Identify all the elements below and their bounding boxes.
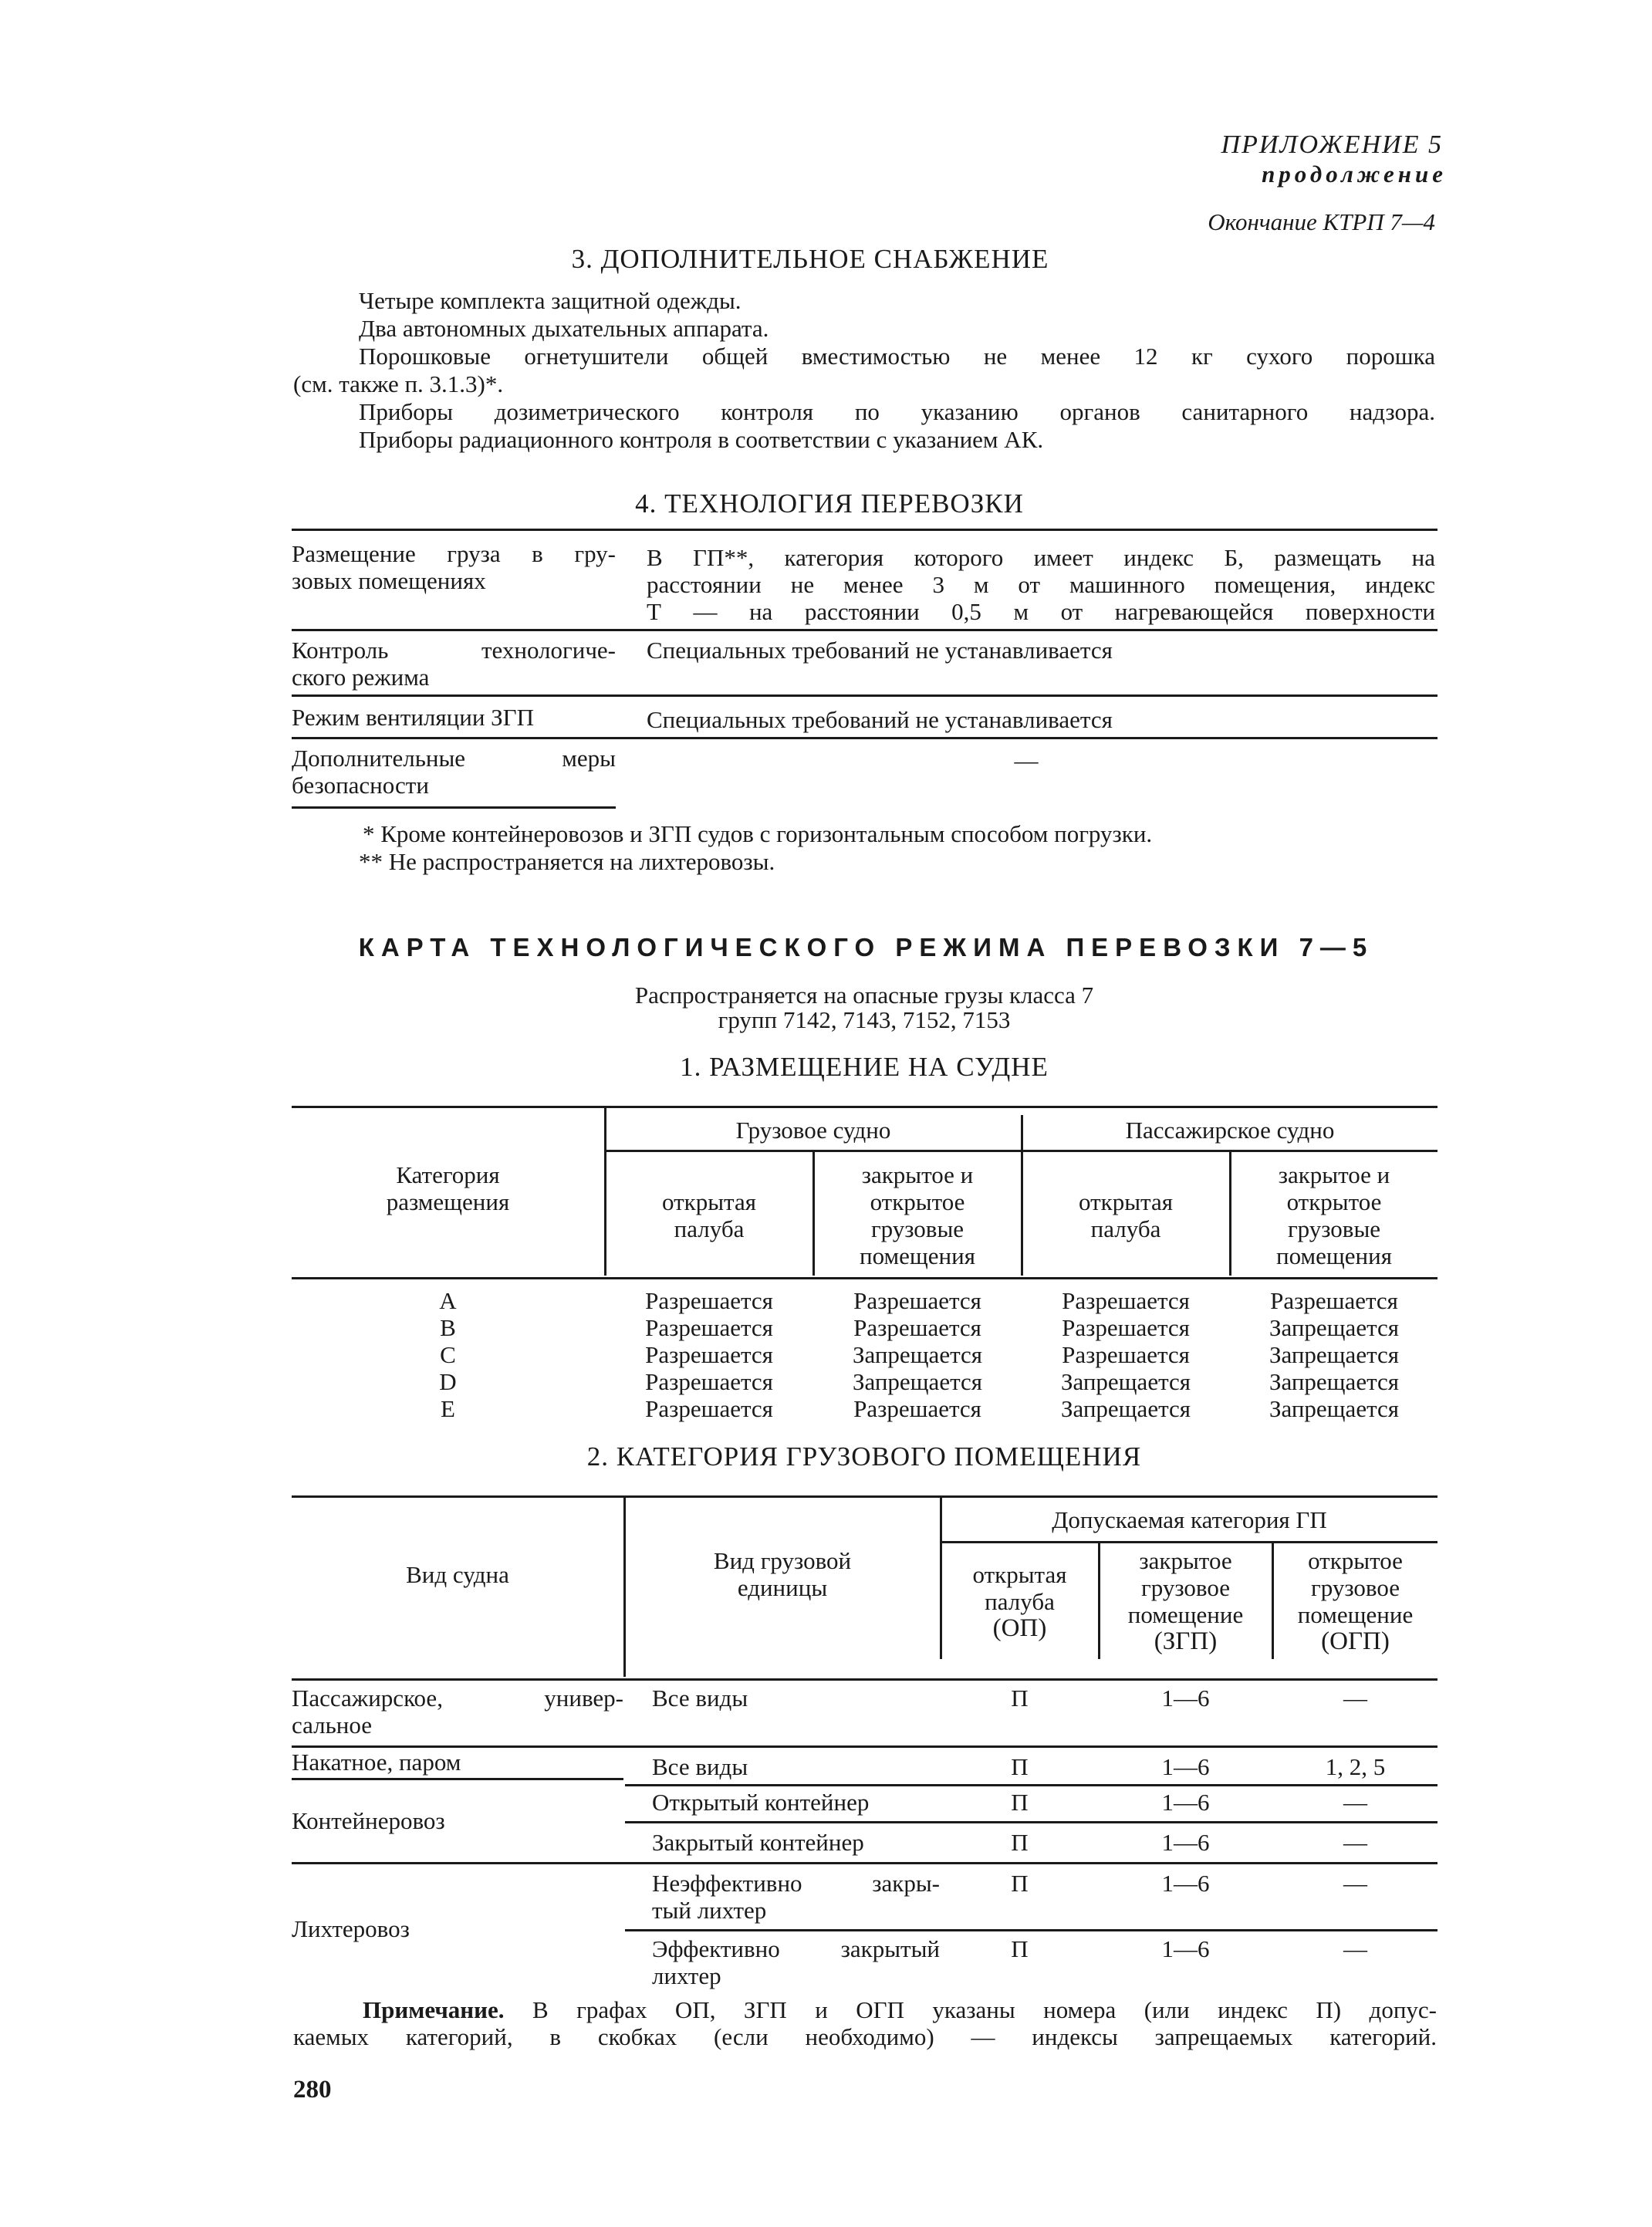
map-title: КАРТА ТЕХНОЛОГИЧЕСКОГО РЕЖИМА ПЕРЕВОЗКИ 7—5 — [358, 933, 1374, 961]
table2-row-rule — [292, 1862, 1437, 1864]
table1-cell: Разрешается — [645, 1395, 773, 1422]
table1-row-category: E — [441, 1395, 455, 1422]
table2-subheader: грузовое — [1311, 1574, 1400, 1601]
table2-subheader: (ЗГП) — [1154, 1627, 1218, 1655]
map-scope: Распространяется на опасные грузы класса 7 — [634, 982, 1094, 1009]
table4-row-rule — [292, 694, 1437, 697]
appendix-title: ПРИЛОЖЕНИЕ 5 — [1221, 130, 1443, 159]
table1-cell: Запрещается — [1060, 1368, 1191, 1395]
table2-ship: Накатное, паром — [292, 1749, 461, 1776]
table1-cell: Разрешается — [1270, 1287, 1398, 1314]
section3-line: Приборы радиационного контроля в соответствии с указанием АК. — [359, 426, 1044, 453]
table1-subheader: грузовые — [1287, 1215, 1381, 1242]
table2-op: П — [1011, 1789, 1029, 1816]
table1-cell: Запрещается — [852, 1368, 983, 1395]
table2-ogp: 1, 2, 5 — [1325, 1753, 1386, 1780]
table1-subheader: грузовые — [870, 1215, 965, 1242]
table1-subheader: закрытое и — [861, 1161, 974, 1188]
table2-subheader: (ОГП) — [1321, 1627, 1390, 1655]
section3-line: Приборы дозиметрического контроля по указанию органов санитарного надзора. — [359, 398, 1435, 425]
table2-unit: Все виды — [652, 1685, 748, 1712]
table1-subheader: помещения — [860, 1242, 975, 1269]
table4-label: зовых помещениях — [292, 567, 486, 594]
table4-value: Т — на расстоянии 0,5 м от нагревающейся поверхности — [647, 598, 1435, 625]
table1-subheader: помещения — [1276, 1242, 1392, 1269]
table2-unit: тый лихтер — [652, 1897, 767, 1924]
table1-category-header: Категория — [396, 1161, 500, 1188]
table2-ship: Контейнеровоз — [292, 1807, 445, 1834]
table4-bottom-rule — [292, 806, 616, 809]
table2-row-rule — [292, 1778, 623, 1780]
table1-category-header: размещения — [386, 1188, 510, 1215]
table2-unit: Открытый контейнер — [652, 1789, 870, 1816]
table2-subheader: открытая — [972, 1561, 1067, 1588]
footnote: * Кроме контейнеровозов и ЗГП судов с горизонтальным способом погрузки. — [363, 820, 1153, 847]
table4-label: Дополнительные меры — [292, 745, 616, 772]
table2-subheader: закрытое — [1139, 1547, 1232, 1574]
table1-cell: Запрещается — [852, 1341, 983, 1368]
table1-cell: Разрешается — [853, 1395, 981, 1422]
table1-cell: Запрещается — [1269, 1368, 1400, 1395]
table1-cell: Разрешается — [853, 1314, 981, 1341]
table4-value: расстоянии не менее 3 м от машинного помещения, индекс — [647, 571, 1435, 598]
table2-op: П — [1011, 1935, 1029, 1962]
table4-label: Размещение груза в гру- — [292, 540, 616, 567]
table2-unit: Все виды — [652, 1753, 748, 1780]
table1-group-passenger: Пассажирское судно — [1125, 1117, 1335, 1144]
table1-subheader: палуба — [1090, 1215, 1161, 1242]
table2-col-unit: единицы — [737, 1574, 828, 1601]
table4-value: — — [1014, 747, 1039, 774]
table2-title: 2. КАТЕГОРИЯ ГРУЗОВОГО ПОМЕЩЕНИЯ — [586, 1441, 1142, 1472]
table2-zgp: 1—6 — [1161, 1753, 1210, 1780]
table2-zgp: 1—6 — [1161, 1789, 1210, 1816]
table2-row-rule — [625, 1929, 1437, 1931]
table4-label: Режим вентиляции ЗГП — [292, 704, 534, 731]
ending-label: Окончание КТРП 7—4 — [1208, 208, 1435, 235]
table2-zgp: 1—6 — [1161, 1685, 1210, 1712]
note-label: Примечание. — [363, 1996, 505, 2023]
table1-row-category: B — [440, 1314, 456, 1341]
table2-group-rule — [941, 1541, 1437, 1543]
table1-subheader: открытая — [662, 1188, 756, 1215]
table1-group-rule — [606, 1150, 1437, 1152]
table4-label: ского режима — [292, 664, 430, 691]
table2-row-rule — [625, 1784, 1437, 1786]
table1-cell: Запрещается — [1269, 1314, 1400, 1341]
section3-line: Порошковые огнетушители общей вместимостью не менее 12 кг сухого порошка — [359, 343, 1435, 370]
section3-line: Два автономных дыхательных аппарата. — [359, 315, 769, 342]
section3-line: (см. также п. 3.1.3)*. — [293, 370, 504, 397]
table2-op: П — [1011, 1870, 1029, 1897]
section3-title: 3. ДОПОЛНИТЕЛЬНОЕ СНАБЖЕНИЕ — [571, 244, 1049, 274]
table2-header-rule — [292, 1678, 1437, 1681]
table1-group-cargo: Грузовое судно — [735, 1117, 891, 1144]
table1-cell: Разрешается — [645, 1368, 773, 1395]
table2-ogp: — — [1343, 1870, 1367, 1897]
table2-zgp: 1—6 — [1161, 1829, 1210, 1856]
table4-label: безопасности — [292, 772, 429, 799]
note-text: В графах ОП, ЗГП и ОГП указаны номера (или индекс П) допус- — [532, 1996, 1437, 2023]
table1-cell: Разрешается — [645, 1314, 773, 1341]
table2-op: П — [1011, 1753, 1029, 1780]
table2-ogp: — — [1343, 1829, 1367, 1856]
table2-subheader: открытое — [1308, 1547, 1403, 1574]
table1-subheader: открытая — [1079, 1188, 1173, 1215]
map-scope: групп 7142, 7143, 7152, 7153 — [718, 1006, 1011, 1033]
table1-cell: Разрешается — [853, 1287, 981, 1314]
table2-unit: Эффективно закрытый — [652, 1935, 940, 1962]
table4-row-rule — [292, 737, 1437, 739]
table1-title: 1. РАЗМЕЩЕНИЕ НА СУДНЕ — [680, 1052, 1049, 1082]
table1-cell: Разрешается — [645, 1341, 773, 1368]
table2-col-ship: Вид судна — [406, 1561, 509, 1588]
table2-zgp: 1—6 — [1161, 1935, 1210, 1962]
table1-cell: Запрещается — [1269, 1341, 1400, 1368]
table4-value: В ГП**, категория которого имеет индекс Б, размещать на — [647, 544, 1435, 571]
continuation-label: продолжение — [1262, 161, 1447, 188]
page-number: 280 — [293, 2076, 332, 2104]
table2-top-rule — [292, 1495, 1437, 1498]
section4-title: 4. ТЕХНОЛОГИЯ ПЕРЕВОЗКИ — [635, 488, 1024, 519]
note-line: каемых категорий, в скобках (если необходимо) — индексы запрещаемых категорий. — [293, 2023, 1437, 2050]
table1-cell: Запрещается — [1060, 1395, 1191, 1422]
table4-label: Контроль технологиче- — [292, 637, 616, 664]
table1-header-rule — [292, 1277, 1437, 1279]
table2-zgp: 1—6 — [1161, 1870, 1210, 1897]
table2-unit: лихтер — [652, 1962, 721, 1989]
table2-ship: Лихтеровоз — [292, 1915, 410, 1942]
table1-row-category: C — [440, 1341, 456, 1368]
table1-cell: Разрешается — [1062, 1341, 1190, 1368]
table1-subheader: закрытое и — [1278, 1161, 1390, 1188]
table2-subheader: грузовое — [1141, 1574, 1230, 1601]
table2-op: П — [1011, 1829, 1029, 1856]
table1-subheader: открытое — [1286, 1188, 1382, 1215]
table4-top-rule — [292, 529, 1437, 531]
table2-subheader: помещение — [1297, 1601, 1414, 1628]
table2-row-rule — [625, 1821, 1437, 1823]
table2-unit: Неэффективно закры- — [652, 1870, 940, 1897]
table2-row-rule — [292, 1745, 1437, 1748]
table1-subheader: открытое — [870, 1188, 965, 1215]
table1-subheader: палуба — [674, 1215, 745, 1242]
table1-top-rule — [292, 1106, 1437, 1108]
footnote: ** Не распространяется на лихтеровозы. — [359, 848, 775, 875]
table1-row-category: A — [439, 1287, 457, 1314]
table2-ogp: — — [1343, 1685, 1367, 1712]
table4-value: Специальных требований не устанавливается — [647, 706, 1113, 733]
table2-unit: Закрытый контейнер — [652, 1829, 864, 1856]
table2-ogp: — — [1343, 1789, 1367, 1816]
table2-ship: Пассажирское, универ- — [292, 1685, 623, 1712]
table2-ship: сальное — [292, 1712, 373, 1739]
table4-value: Специальных требований не устанавливается — [647, 637, 1113, 664]
table2-col-unit: Вид грузовой — [713, 1547, 852, 1574]
section3-line: Четыре комплекта защитной одежды. — [359, 287, 742, 314]
table4-row-rule — [292, 629, 1437, 631]
table2-col-group: Допускаемая категория ГП — [1052, 1506, 1327, 1533]
table1-cell: Разрешается — [645, 1287, 773, 1314]
table2-subheader: палуба — [985, 1588, 1055, 1615]
table2-subheader: помещение — [1127, 1601, 1244, 1628]
table1-cell: Запрещается — [1269, 1395, 1400, 1422]
table2-op: П — [1011, 1685, 1029, 1712]
table1-row-category: D — [439, 1368, 457, 1395]
table1-cell: Разрешается — [1062, 1287, 1190, 1314]
table2-ogp: — — [1343, 1935, 1367, 1962]
table1-cell: Разрешается — [1062, 1314, 1190, 1341]
note-line — [363, 1996, 1437, 2024]
table2-subheader: (ОП) — [992, 1614, 1047, 1642]
